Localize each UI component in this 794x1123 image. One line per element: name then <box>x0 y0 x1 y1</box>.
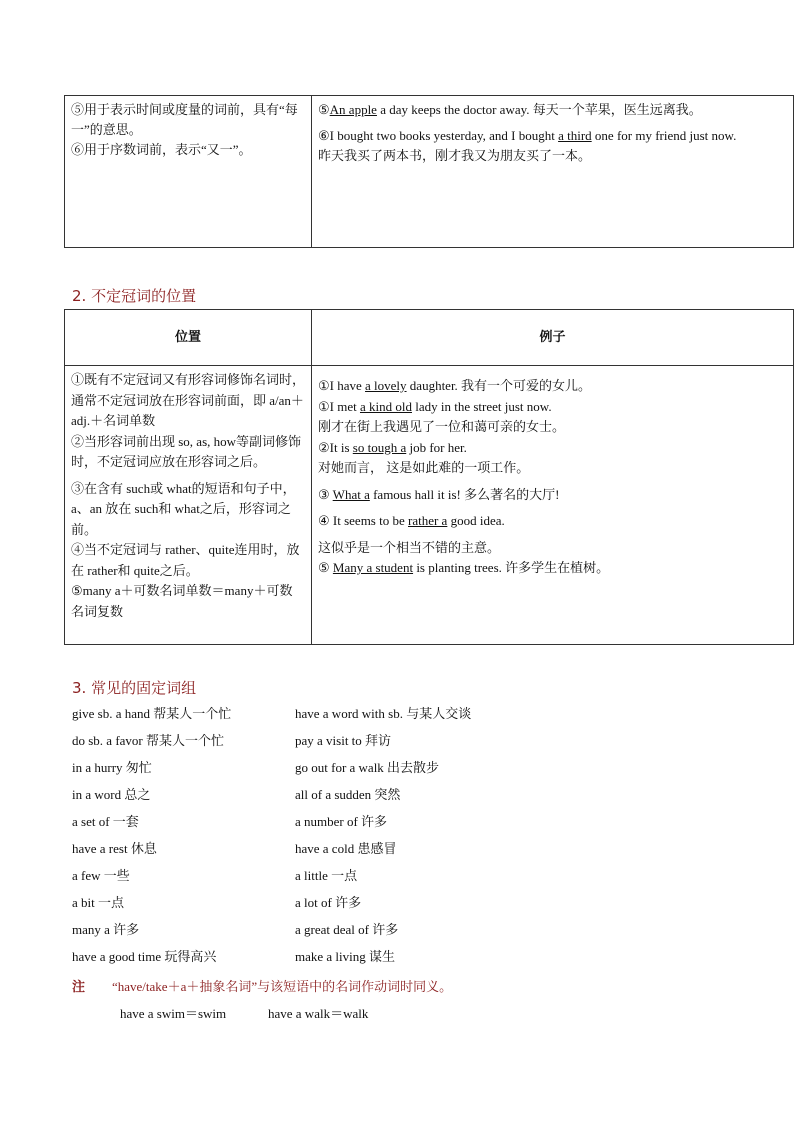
phrase-7-right: a little 一点 <box>295 868 358 883</box>
example-6-cn: 昨天我买了两本书，刚才我又为朋友买了一本。 <box>318 148 592 163</box>
phrase-9-left: many a 许多 <box>72 922 140 937</box>
pos-example-2: ①I met a kind old lady in the street just now. <box>318 398 552 414</box>
example-6: ⑥I bought two books yesterday, and I bought a third one for my friend just now. <box>318 128 737 143</box>
rule-3: ③在含有 such或 what的短语和句子中，a、an 放在 such和 what之后，形容词之前。 <box>71 480 296 537</box>
note-example-1: have a swim＝swim <box>120 1006 227 1021</box>
pos-example-5-cn: 这似乎是一个相当不错的主意。 <box>318 539 501 555</box>
pos-example-3-cn: 对她而言， 这是如此难的一项工作。 <box>318 460 530 475</box>
phrase-4-right: all of a sudden 突然 <box>295 787 401 802</box>
phrase-3-left: in a hurry 匆忙 <box>72 760 152 775</box>
phrase-8-left: a bit 一点 <box>72 895 124 910</box>
phrase-3-right: go out for a walk 出去散步 <box>295 760 440 775</box>
usage-cell <box>65 96 312 248</box>
note <box>72 976 452 995</box>
example-5: ⑤An apple a day keeps the doctor away. 每天一个苹果，医生远离我。 <box>318 102 702 117</box>
phrase-10-left: have a good time 玩得高兴 <box>72 949 217 964</box>
pos-example-2-cn: 刚才在街上我遇见了一位和蔼可亲的女士。 <box>318 419 566 434</box>
pos-example-5: ④ It seems to be rather a good idea. <box>318 513 505 528</box>
usage-6: ⑥用于序数词前，表示“又一”。 <box>71 142 252 157</box>
header-examples: 例子 <box>312 310 794 366</box>
phrase-2-left: do sb. a favor 帮某人一个忙 <box>72 733 225 748</box>
position-rules-cell <box>65 366 312 645</box>
header-position: 位置 <box>65 310 312 366</box>
pos-example-1: ①I have a lovely daughter. 我有一个可爱的女儿。 <box>318 378 592 393</box>
pos-example-4: ③ What a famous hall it is! 多么著名的大厅! <box>318 486 560 502</box>
phrase-1-right: have a word with sb. 与某人交谈 <box>295 706 472 721</box>
note-example-2: have a walk＝walk <box>268 1006 369 1021</box>
rule-5: ⑤many a＋可数名词单数＝many＋可数名词复数 <box>71 583 293 619</box>
phrase-7-left: a few 一些 <box>72 868 130 883</box>
phrase-10-right: make a living 谋生 <box>295 949 396 964</box>
note-text: “have/take＋a＋抽象名词”与该短语中的名词作动词时同义。 <box>112 979 453 994</box>
phrase-8-right: a lot of 许多 <box>295 895 362 910</box>
note-label: 注 <box>72 979 86 994</box>
phrase-5-left: a set of 一套 <box>72 814 139 829</box>
position-examples-cell <box>312 366 794 645</box>
phrase-9-right: a great deal of 许多 <box>295 922 399 937</box>
rule-4: ④当不定冠词与 rather、quite连用时，放在 rather和 quite之后。 <box>71 542 300 578</box>
phrase-5-right: a number of 许多 <box>295 814 388 829</box>
rule-1: ①既有不定冠词又有形容词修饰名词时，通常不定冠词放在形容词前面，即 a/an＋adj.＋名词单数 <box>71 372 306 428</box>
rule-2: ②当形容词前出现 so, as, how等副词修饰时，不定冠词应放在形容词之后。 <box>71 433 302 469</box>
phrase-1-left: give sb. a hand 帮某人一个忙 <box>72 706 232 721</box>
pos-example-3: ②It is so tough a job for her. <box>318 439 467 455</box>
example-cell <box>312 96 794 248</box>
table-article-usage-continued <box>64 95 794 248</box>
phrase-6-left: have a rest 休息 <box>72 841 157 856</box>
phrase-6-right: have a cold 患感冒 <box>295 841 397 856</box>
section-3-title: 3. 常见的固定词组 <box>72 679 197 697</box>
phrase-4-left: in a word 总之 <box>72 787 151 802</box>
usage-5: ⑤用于表示时间或度量的词前，具有“每一”的意思。 <box>71 102 298 137</box>
table-article-position <box>64 309 794 645</box>
pos-example-6: ⑤ Many a student is planting trees. 许多学生在植树。 <box>318 560 610 575</box>
section-2-title: 2. 不定冠词的位置 <box>72 287 197 305</box>
phrase-2-right: pay a visit to 拜访 <box>295 733 392 748</box>
note-examples <box>120 1003 368 1022</box>
